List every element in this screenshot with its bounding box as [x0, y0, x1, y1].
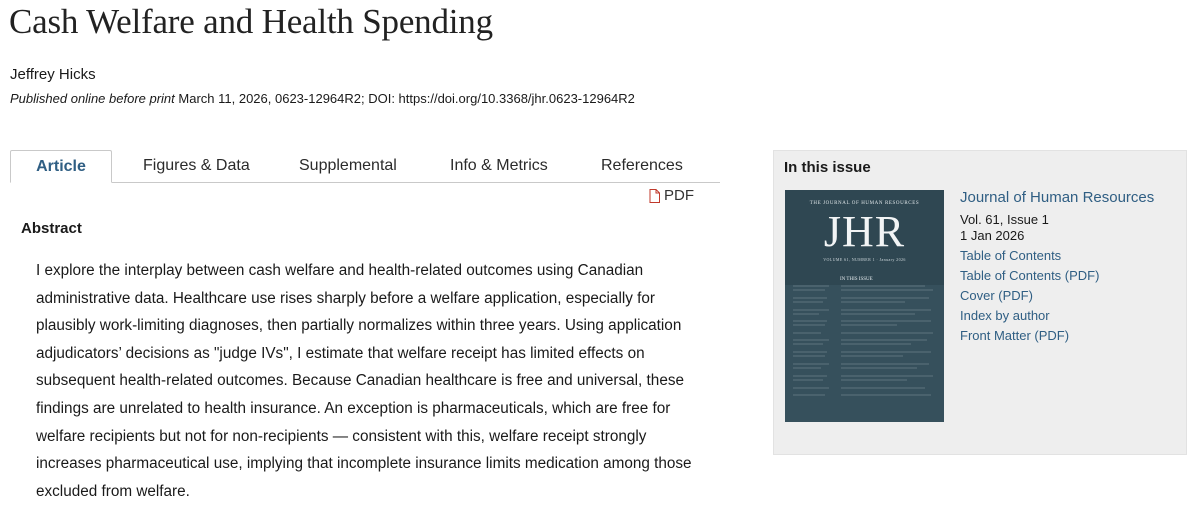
abstract-text: [36, 257, 696, 505]
tab-article[interactable]: Article: [10, 150, 112, 183]
published-label: Published online before print: [10, 91, 175, 106]
journal-title-link[interactable]: Journal of Human Resources: [960, 189, 1155, 206]
article-tabs: [10, 150, 720, 183]
index-by-author-link[interactable]: Index by author: [960, 308, 1050, 323]
abstract-line: adjudicators’ decisions as "judge IVs", I estimate that welfare receipt has limited effects on: [36, 344, 645, 362]
author-name[interactable]: Jeffrey Hicks: [10, 66, 96, 83]
in-this-issue-panel: [773, 150, 1187, 455]
cover-journal-name: THE JOURNAL OF HUMAN RESOURCES: [809, 201, 920, 206]
article-title: Cash Welfare and Health Spending: [9, 2, 493, 41]
journal-cover-image[interactable]: [785, 190, 944, 422]
issue-heading: In this issue: [784, 159, 871, 176]
published-details: March 11, 2026, 0623-12964R2; DOI: https://doi.org/10.3368/jhr.0623-12964R2: [174, 91, 635, 106]
issue-date: 1 Jan 2026: [960, 228, 1025, 243]
table-of-contents-link[interactable]: Table of Contents: [960, 248, 1062, 263]
table-of-contents-pdf-link[interactable]: Table of Contents (PDF): [960, 268, 1100, 283]
cover-issue-label: IN THIS ISSUE: [840, 277, 873, 282]
tab-info-metrics[interactable]: Info & Metrics: [450, 157, 548, 174]
pdf-label: PDF: [664, 187, 694, 204]
cover-contents-lines: [785, 190, 944, 422]
cover-logo: JHR: [823, 207, 906, 256]
abstract-line: findings are unrelated to health insurance. An exception is pharmaceuticals, which are free for: [36, 399, 671, 417]
pdf-download-link[interactable]: [649, 187, 694, 204]
tab-supplemental[interactable]: Supplemental: [299, 157, 397, 174]
publication-info: [10, 91, 635, 106]
pdf-file-icon: [649, 189, 660, 203]
issue-volume: Vol. 61, Issue 1: [960, 212, 1049, 227]
abstract-line: plausibly work-limiting diagnoses, then partially normalizes within three years. Using application: [36, 317, 682, 335]
tab-figures-data[interactable]: Figures & Data: [143, 157, 250, 174]
abstract-line: subsequent health-related outcomes. Because Canadian healthcare is free and universal, these: [36, 372, 684, 390]
cover-volume: VOLUME 61, NUMBER 1 · January 2026: [823, 257, 906, 262]
abstract-line: I explore the interplay between cash welfare and health-related outcomes using Canadian: [36, 262, 644, 279]
abstract-heading: Abstract: [21, 220, 82, 237]
tab-references[interactable]: References: [601, 157, 683, 174]
cover-pdf-link[interactable]: Cover (PDF): [960, 288, 1033, 303]
front-matter-pdf-link[interactable]: Front Matter (PDF): [960, 328, 1070, 343]
abstract-line: welfare recipients but not for non-recipients — consistent with this, welfare receipt strongly: [36, 427, 647, 445]
abstract-line: excluded from welfare.: [36, 482, 190, 500]
abstract-line: administrative data. Healthcare use rises sharply before a welfare application, especially for: [36, 289, 655, 307]
abstract-line: increases pharmaceutical use, implying that incomplete insurance limits medication among those: [36, 455, 692, 473]
